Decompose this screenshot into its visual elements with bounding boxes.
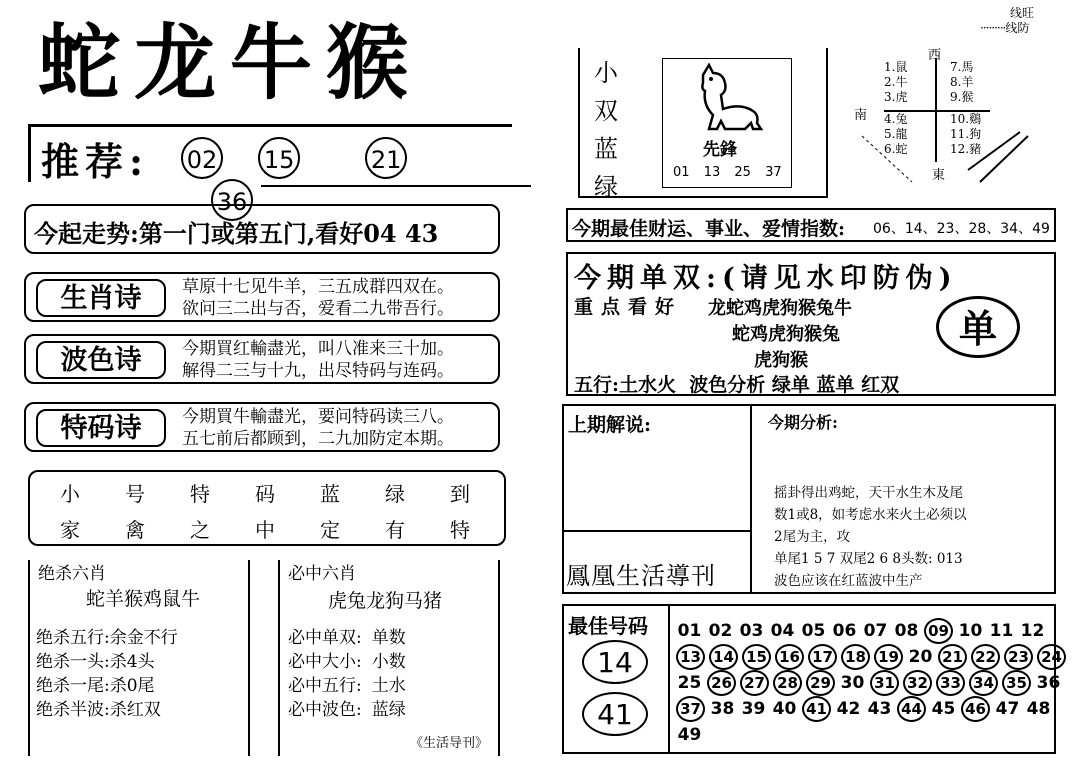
number-cell: 36	[1036, 673, 1061, 693]
compass-south: 南	[854, 108, 868, 123]
best-label: 最佳号码	[568, 614, 648, 638]
rhyme-char: 中	[255, 518, 275, 542]
rhyme-box	[28, 470, 506, 546]
dog-icon	[685, 63, 769, 131]
poem-tag: 波色诗	[36, 341, 166, 379]
fortune-box	[566, 208, 1056, 242]
number-circled: 31	[870, 670, 899, 696]
number-circled: 13	[676, 644, 705, 670]
poem-box-color	[24, 334, 500, 384]
number-circled: 18	[841, 644, 870, 670]
kill-box	[28, 560, 250, 756]
recommend-number: 15	[258, 137, 300, 179]
number-row	[674, 696, 1068, 722]
number-circled: 29	[806, 670, 835, 696]
number-cell: 39	[741, 699, 766, 719]
must-rows	[288, 626, 406, 722]
kill-six-value: 蛇羊猴鸡鼠牛	[86, 588, 201, 610]
recommend-number: 02	[181, 137, 223, 179]
rhyme-char: 码	[255, 482, 275, 506]
analysis-label: 今期分析:	[768, 413, 838, 432]
compass-left-list: 1.鼠 2.牛 3.虎 4.兔 5.龍 6.蛇	[884, 60, 908, 156]
poem-box-zodiac	[24, 272, 500, 322]
recommend-number: 36	[211, 179, 253, 221]
best-big-number: 41	[582, 692, 648, 736]
focus-label: 重点看好	[574, 296, 683, 318]
source-label: 《生活导刊》	[410, 736, 489, 751]
fortune-label: 今期最佳财运、事业、爱情指数:	[572, 218, 846, 240]
number-circled: 09	[924, 618, 953, 644]
kill-row: 绝杀五行:余金不行	[36, 628, 178, 648]
number-circled: 17	[808, 644, 837, 670]
best-big-number: 14	[582, 640, 648, 684]
poem-text	[182, 276, 454, 320]
number-row	[674, 618, 1068, 644]
number-cell: 30	[840, 673, 865, 693]
trend-text: 今起走势:第一门或第五门,看好04 43	[34, 219, 439, 248]
number-circled: 44	[897, 696, 926, 722]
number-circled: 35	[1002, 670, 1031, 696]
poem-line: 草原十七见牛羊，三五成群四双在。	[182, 277, 454, 297]
must-box	[278, 560, 500, 756]
rhyme-char: 禽	[125, 518, 145, 542]
kill-row: 绝杀一尾:杀0尾	[36, 676, 155, 696]
odd-even-title: 今期单双:(请见水印防伪)	[574, 263, 958, 294]
must-six-value: 虎兔龙狗马猪	[328, 590, 443, 612]
poem-line: 解得二三与十九，出尽特码与连码。	[182, 361, 454, 381]
number-cell: 01	[677, 621, 702, 641]
must-row: 必中大小: 小数	[288, 652, 406, 672]
number-circled: 23	[1004, 644, 1033, 670]
compass-east: 東	[932, 168, 946, 183]
analysis-text: 摇卦得出鸡蛇，天干水生木及尾 数1或8，如考虑水来火土必须以 2尾为主，攻 单尾1 5 7 双尾2 6 8头数: 013 波色应该在红蓝波中生产	[774, 485, 967, 589]
rhyme-char: 小	[60, 482, 80, 506]
number-circled: 19	[874, 644, 903, 670]
pioneer-side: 小 双 蓝 绿	[594, 59, 618, 201]
pioneer-numbers: 01 13 25 37	[673, 165, 782, 180]
number-grid	[674, 618, 1068, 748]
compass	[840, 6, 1070, 196]
number-circled: 33	[936, 670, 965, 696]
number-circled: 15	[742, 644, 771, 670]
number-circled: 41	[802, 696, 831, 722]
poem-tag: 特码诗	[36, 409, 166, 447]
number-cell: 43	[867, 699, 892, 719]
rhyme-char: 到	[450, 482, 470, 506]
recommend-underline	[261, 185, 531, 187]
number-cell: 06	[832, 621, 857, 641]
odd-even-bottom: 五行:土水火 波色分析 绿单 蓝单 红双	[574, 374, 900, 396]
recommend-number: 21	[365, 137, 407, 179]
poem-line: 欲问三二出与否，爱看二九带吾行。	[182, 299, 454, 319]
rhyme-char: 之	[190, 518, 210, 542]
number-circled: 32	[903, 670, 932, 696]
number-cell: 38	[710, 699, 735, 719]
legend: 线旺 ·········线防	[980, 6, 1035, 35]
rhyme-char: 绿	[385, 482, 405, 506]
number-cell: 04	[770, 621, 795, 641]
pioneer-label: 先鋒	[703, 140, 737, 160]
number-cell: 25	[677, 673, 702, 693]
issue-box	[562, 404, 1056, 594]
kill-six-label: 绝杀六肖	[38, 564, 106, 584]
number-circled: 27	[740, 670, 769, 696]
rhyme-char: 定	[320, 518, 340, 542]
kill-rows	[36, 626, 178, 722]
focus-line-3: 虎狗猴	[754, 350, 808, 371]
poem-box-special	[24, 402, 500, 452]
compass-right-list: 7.馬 8.羊 9.猴 10.鷄 11.狗 12.豬	[950, 60, 982, 156]
poem-text	[182, 338, 454, 382]
page-title: 蛇龙牛猴	[38, 15, 423, 111]
must-six-label: 必中六肖	[288, 564, 356, 584]
kill-row: 绝杀半波:杀红双	[36, 700, 161, 720]
number-row	[674, 670, 1068, 696]
number-circled: 26	[707, 670, 736, 696]
pioneer-box	[578, 48, 828, 201]
kill-row: 绝杀一头:杀4头	[36, 652, 155, 672]
rhyme-char: 特	[190, 482, 210, 506]
rhyme-char: 特	[450, 518, 470, 542]
number-cell: 42	[836, 699, 861, 719]
number-circled: 37	[676, 696, 705, 722]
number-cell: 12	[1020, 621, 1045, 641]
trend-box	[24, 204, 500, 254]
number-cell: 49	[677, 725, 702, 745]
rhyme-char: 号	[125, 482, 145, 506]
fortune-numbers: 06、14、23、28、34、49	[873, 221, 1050, 237]
rhyme-char: 家	[60, 518, 80, 542]
focus-line-1: 龙蛇鸡虎狗猴兔牛	[708, 298, 852, 319]
number-cell: 48	[1026, 699, 1051, 719]
rhyme-row	[60, 514, 470, 543]
number-circled: 14	[709, 644, 738, 670]
compass-lines	[840, 6, 1070, 196]
number-circled: 28	[773, 670, 802, 696]
number-row	[674, 644, 1068, 670]
number-cell: 02	[708, 621, 733, 641]
poem-text	[182, 406, 454, 450]
poem-tag: 生肖诗	[36, 279, 166, 317]
number-cell: 40	[772, 699, 797, 719]
number-cell: 47	[995, 699, 1020, 719]
brand-label: 鳳凰生活導刊	[566, 562, 716, 590]
number-cell: 08	[894, 621, 919, 641]
number-circled: 34	[969, 670, 998, 696]
must-row: 必中波色: 蓝绿	[288, 700, 406, 720]
number-circled: 21	[938, 644, 967, 670]
recommend-box	[28, 124, 512, 216]
number-cell: 07	[863, 621, 888, 641]
poem-line: 今期買红輸盡光，叫八准来三十加。	[182, 339, 454, 359]
pioneer-card	[662, 58, 792, 188]
number-circled: 16	[775, 644, 804, 670]
number-cell: 20	[908, 647, 933, 667]
must-row: 必中单双: 单数	[288, 628, 406, 648]
poem-line: 今期買牛輸盡光，要问特码读三八。	[182, 407, 454, 427]
must-row: 必中五行: 土水	[288, 676, 406, 696]
number-row	[674, 722, 1068, 748]
odd-badge: 单	[936, 296, 1020, 358]
number-cell: 10	[958, 621, 983, 641]
rhyme-row	[60, 478, 470, 507]
number-circled: 22	[971, 644, 1000, 670]
best-box	[562, 604, 1062, 754]
number-cell: 03	[739, 621, 764, 641]
number-cell: 11	[989, 621, 1014, 641]
number-cell: 45	[931, 699, 956, 719]
recommend-label: 推荐:	[41, 139, 150, 184]
last-issue-label: 上期解说:	[568, 414, 652, 436]
number-circled: 46	[961, 696, 990, 722]
odd-even-box	[566, 252, 1056, 396]
focus-line-2: 蛇鸡虎狗猴兔	[732, 324, 840, 345]
number-circled: 24	[1037, 644, 1066, 670]
compass-west: 西	[928, 48, 942, 63]
rhyme-char: 有	[385, 518, 405, 542]
number-cell: 05	[801, 621, 826, 641]
poem-line: 五七前后都顾到，二九加防定本期。	[182, 429, 454, 449]
rhyme-char: 蓝	[320, 482, 340, 506]
